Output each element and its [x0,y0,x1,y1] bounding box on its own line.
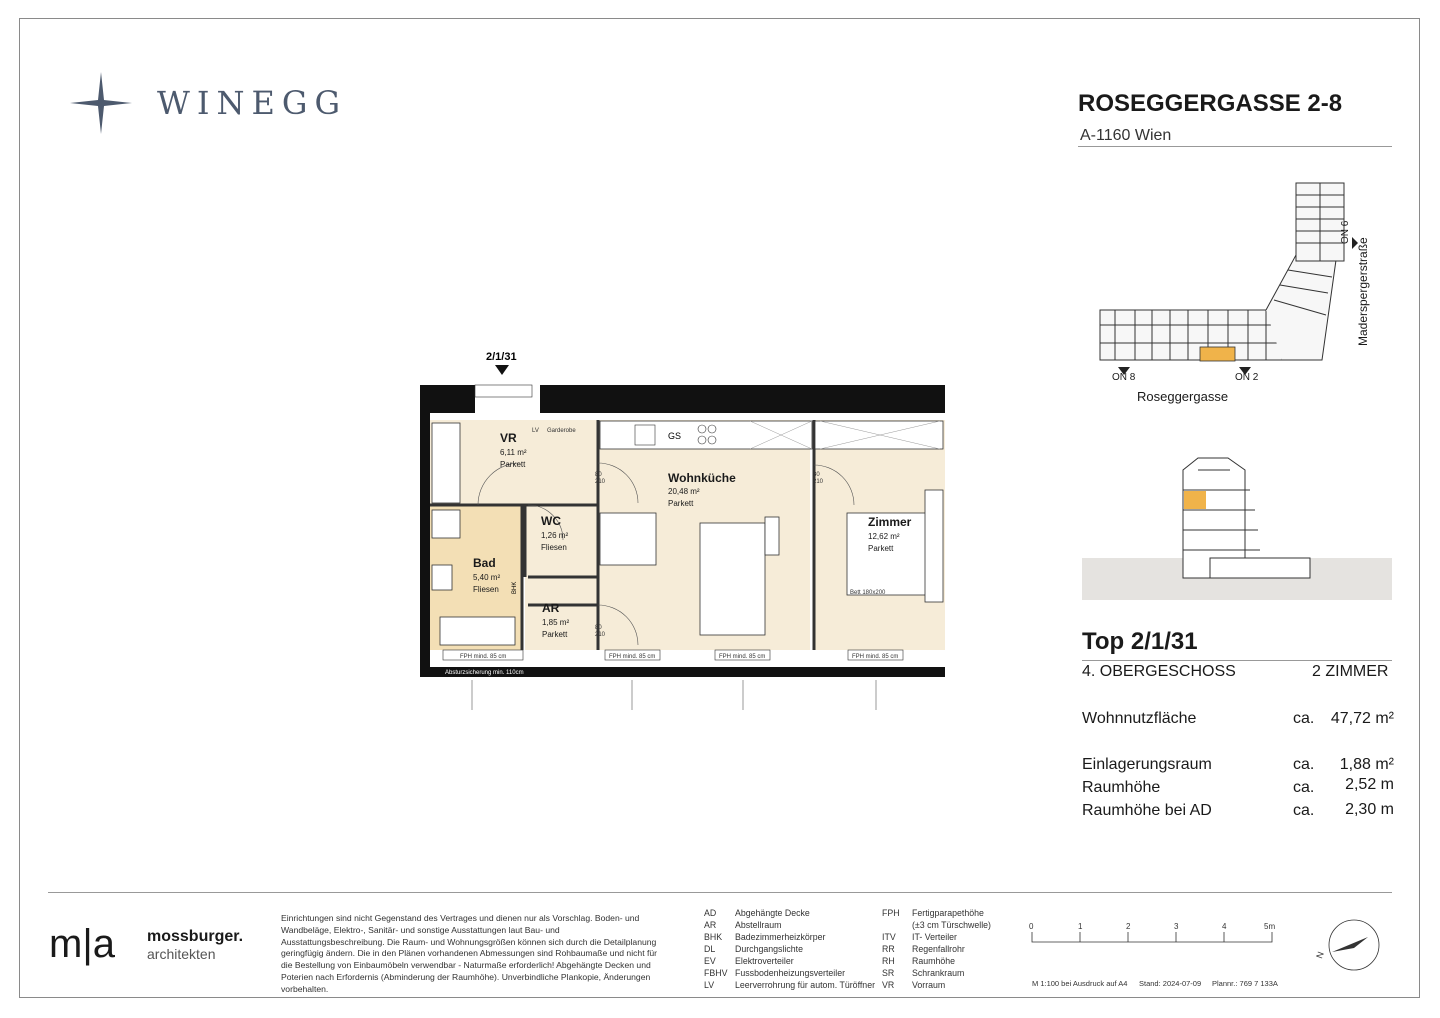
room-wc-name: WC [541,514,561,528]
street-maderspergerstrasse: Maderspergerstraße [1356,237,1370,346]
garderobe-label: Garderobe [547,428,576,434]
stat-ca: ca. [1293,802,1315,819]
room-bad-name: Bad [473,556,496,570]
door-height: 210 [595,632,606,638]
stat-ca: ca. [1293,756,1315,773]
stat-label: Raumhöhe bei AD [1082,802,1212,819]
brand-logo-text: WINEGG [157,84,348,122]
fph-label: FPH mind. 85 cm [719,654,766,660]
absturz-label: Absturzsicherung min. 110cm [445,670,524,676]
svg-text:3: 3 [1174,922,1179,931]
room-wohn-floor: Parkett [668,499,694,508]
bhk-label: BHK [512,581,518,594]
stat-label: Raumhöhe [1082,779,1161,796]
unit-top: Top 2/1/31 [1082,628,1198,655]
door-width: 80 [595,472,602,478]
footer-divider [48,892,1392,893]
door-width: 80 [595,625,602,631]
gs-label: GS [668,431,682,441]
room-ar-floor: Parkett [542,630,568,639]
entrance-on2: ON 2 [1235,372,1259,383]
unit-rooms: 2 ZIMMER [1312,663,1389,680]
room-vr-floor: Parkett [500,460,526,469]
unit-marker: 2/1/31 [486,351,517,363]
stat-label: Einlagerungsraum [1082,756,1212,773]
stat-value: 1,88 m² [1339,756,1394,773]
stat-value: 2,52 m [1345,776,1394,793]
unit-highlight [1200,347,1235,361]
room-vr-area: 6,11 m² [500,448,527,457]
legend-left: AD Abgehängte Decke AR Abstellraum BHK Badezimmerheizkörper DL Durchgangslichte EV Elektroverteiler FBHV Fussbodenheizungsverteiler LV Leerverrohrung für autom. Türöffner [704,908,876,990]
fph-label: FPH mind. 85 cm [609,654,656,660]
room-zimmer-area: 12,62 m² [868,532,900,541]
address-title: ROSEGGERGASSE 2-8 [1078,90,1343,117]
room-wohn-name: Wohnküche [668,471,736,485]
room-bad-floor: Fliesen [473,585,499,594]
address-city: A-1160 Wien [1080,127,1172,144]
room-bad-area: 5,40 m² [473,573,501,582]
door-height: 210 [595,479,606,485]
scale-note: M 1:100 bei Ausdruck auf A4 [1032,979,1128,988]
room-wc-floor: Fliesen [541,543,567,552]
room-zimmer-name: Zimmer [868,515,912,529]
floor-plan [410,345,965,715]
room-zimmer-floor: Parkett [868,544,894,553]
firm-sub: architekten [147,946,216,962]
plan-number: Plannr.: 769 7 133A [1212,979,1278,988]
stat-label: Wohnnutzfläche [1082,710,1197,727]
stat-value: 47,72 m² [1330,710,1394,727]
door-width: 80 [813,472,820,478]
room-ar-name: AR [542,601,560,615]
stat-ca: ca. [1293,710,1315,727]
fph-label: FPH mind. 85 cm [460,654,507,660]
room-wohn-area: 20,48 m² [668,487,700,496]
divider [1078,146,1392,147]
compass-star-icon [68,70,134,136]
svg-text:5m: 5m [1264,922,1276,931]
scale-bar [1025,918,1285,958]
svg-text:0: 0 [1029,922,1034,931]
firm-logo: m|a [49,922,115,966]
marker-arrow-icon [495,365,509,375]
divider [1082,660,1392,661]
room-wc-area: 1,26 m² [541,531,569,540]
fph-label: FPH mind. 85 cm [852,654,899,660]
lv-label: LV [532,428,539,434]
entrance-on8: ON 8 [1112,372,1136,383]
street-roseggergasse: Roseggergasse [1137,389,1229,404]
plan-date: Stand: 2024-07-09 [1139,979,1202,988]
door-height: 210 [813,479,824,485]
north-arrow-icon [1310,915,1385,975]
stat-ca: ca. [1293,779,1315,796]
room-ar-area: 1,85 m² [542,618,570,627]
section-unit-highlight [1184,491,1206,509]
unit-floor: 4. OBERGESCHOSS [1082,663,1236,680]
disclaimer: Einrichtungen sind nicht Gegenstand des Vertrages und dienen nur als Vorschlag. Boden- und Wandbeläge, Elektro-, Sanitär- und sonstige Ausstattungen laut Bau- und Ausstattungsbeschreibung. Die Raum- und Wohnungsgrößen können sich durch die Detailplanung geringfügig ändern. Die in den Plänen vorhandenen Abmessungen sind Rohbaumaße und nicht für die Bestellung von Einbaumöbeln verwendbar - Naturmaße erforderlich! Abgehängte Decken und Poterien nach Erfordernis (Abminderung der Raumhöhe). Unverbindliche Plankopie, Änderungen vorbehalten. [281,913,657,994]
stat-value: 2,30 m [1345,801,1394,818]
bett-label: Bett 180x200 [850,590,886,596]
legend-right: FPH Fertigparapethöhe (±3 cm Türschwelle) ITV IT- Verteiler RR Regenfallrohr RH Raumhöhe SR Schrankraum VR Vorraum [882,908,991,990]
svg-text:4: 4 [1222,922,1227,931]
svg-text:1: 1 [1078,922,1083,931]
svg-text:2: 2 [1126,922,1131,931]
room-vr-name: VR [500,431,517,445]
firm-name: mossburger. [147,928,244,945]
entrance-on6: ON 6 [1340,220,1351,244]
svg-text:N: N [1314,950,1326,960]
section-view [1080,448,1392,600]
